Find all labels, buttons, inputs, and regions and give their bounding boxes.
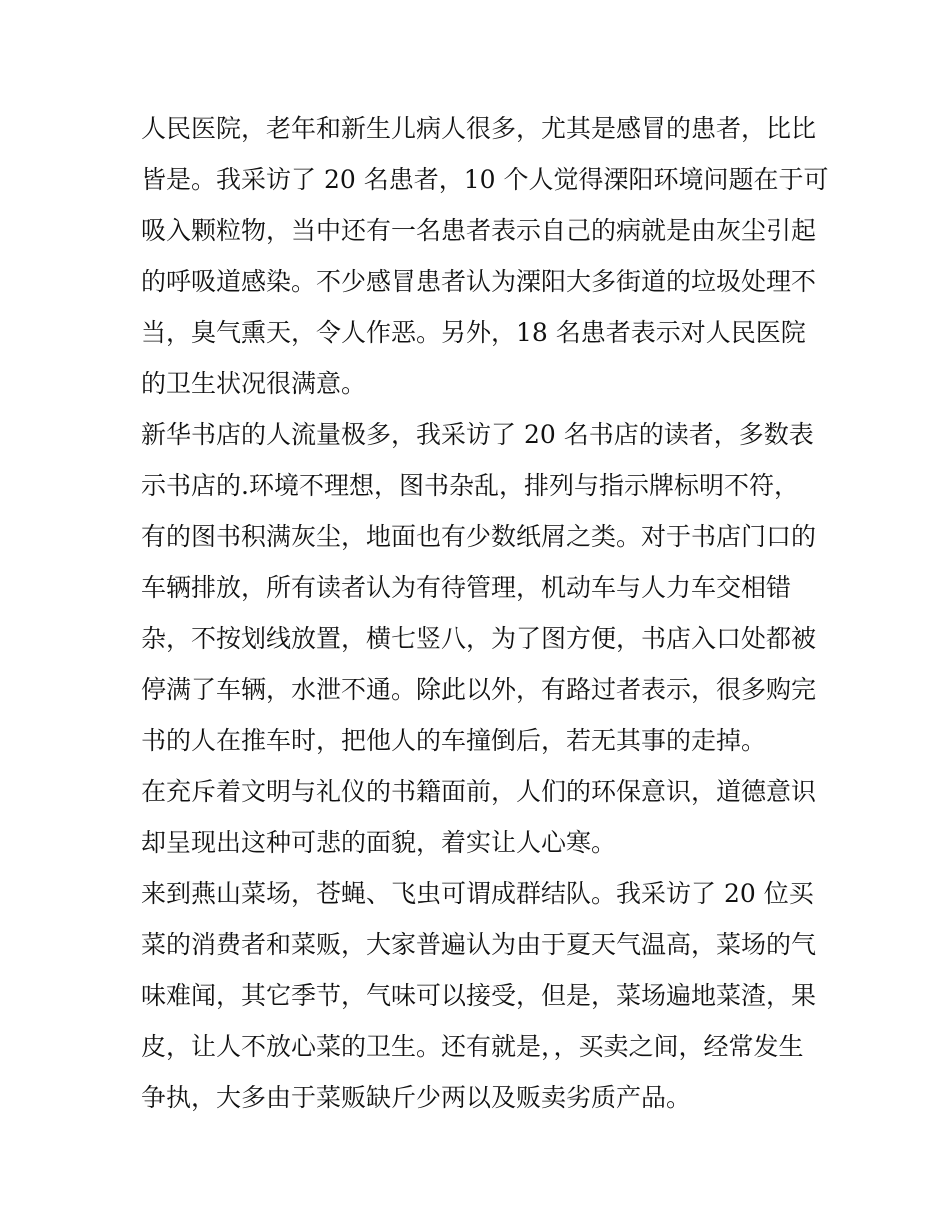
text-line-15: 却呈现出这种可悲的面貌，着实让人心寒。 bbox=[141, 828, 617, 857]
text-line-3: 吸入颗粒物，当中还有一名患者表示自己的病就是由灰尘引起 bbox=[141, 216, 817, 245]
text-line-18: 味难闻，其它季节，气味可以接受，但是，菜场遍地菜渣，果 bbox=[141, 981, 817, 1010]
text-line-7: 新华书店的人流量极多，我采访了 20 名书店的读者，多数表 bbox=[141, 420, 814, 449]
text-line-6: 的卫生状况很满意。 bbox=[141, 369, 367, 398]
text-line-8: 示书店的.环境不理想，图书杂乱，排列与指示牌标明不符， bbox=[141, 471, 799, 500]
text-line-20: 争执，大多由于菜贩缺斤少两以及贩卖劣质产品。 bbox=[141, 1083, 692, 1112]
text-line-9: 有的图书积满灰尘，地面也有少数纸屑之类。对于书店门口的 bbox=[141, 522, 817, 551]
text-line-12: 停满了车辆，水泄不通。除此以外，有路过者表示，很多购完 bbox=[141, 675, 817, 704]
document-body-text bbox=[141, 103, 831, 1123]
text-line-10: 车辆排放，所有读者认为有待管理，机动车与人力车交相错 bbox=[141, 573, 792, 602]
text-line-11: 杂，不按划线放置，横七竖八，为了图方便，书店入口处都被 bbox=[141, 624, 817, 653]
text-line-16: 来到燕山菜场，苍蝇、飞虫可谓成群结队。我采访了 20 位买 bbox=[141, 879, 814, 908]
text-line-2: 皆是。我采访了 20 名患者，10 个人觉得溧阳环境问题在于可 bbox=[141, 165, 829, 194]
text-line-17: 菜的消费者和菜贩，大家普遍认为由于夏天气温高，菜场的气 bbox=[141, 930, 817, 959]
text-line-4: 的呼吸道感染。不少感冒患者认为溧阳大多街道的垃圾处理不 bbox=[141, 267, 817, 296]
text-line-5: 当，臭气熏天，令人作恶。另外，18 名患者表示对人民医院 bbox=[141, 318, 806, 347]
text-line-14: 在充斥着文明与礼仪的书籍面前，人们的环保意识，道德意识 bbox=[141, 777, 817, 806]
text-line-1: 人民医院，老年和新生儿病人很多，尤其是感冒的患者，比比 bbox=[141, 114, 817, 143]
text-line-13: 书的人在推车时，把他人的车撞倒后，若无其事的走掉。 bbox=[141, 726, 767, 755]
text-line-19: 皮，让人不放心菜的卫生。还有就是，，买卖之间，经常发生 bbox=[141, 1032, 804, 1061]
